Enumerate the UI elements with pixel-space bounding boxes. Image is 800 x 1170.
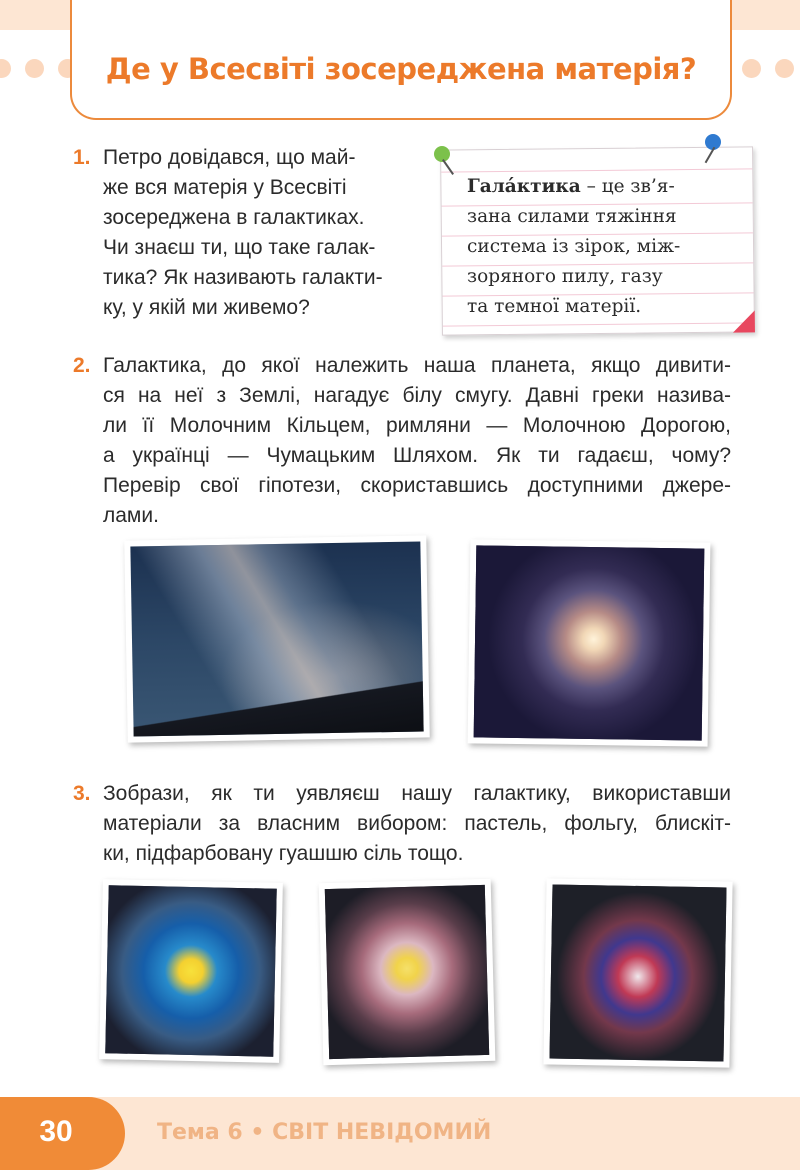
- task-1-number: 1.: [73, 146, 91, 169]
- task-2-line: ся на неї з Землі, нагадує білу смугу. Давні греки назива-: [103, 384, 731, 407]
- task-1-line: ку, у якій ми живемо?: [103, 296, 310, 319]
- task-3-line: матеріали за власним вибором: пастель, фольгу, блискіт-: [103, 812, 731, 835]
- pastel-galaxy-pink-photo: [319, 879, 496, 1065]
- definition-line: зана силами тяжіння: [467, 206, 677, 227]
- task-1-text: [103, 143, 383, 323]
- page-title: Де у Всесвіті зосереджена матерія?: [105, 52, 697, 86]
- task-2-line: Перевір свої гіпотези, скориставшись доступними джере-: [103, 474, 731, 497]
- task-2-line: а українці — Чумацьким Шляхом. Як ти гадаєш, чому?: [103, 444, 731, 467]
- spiral-galaxy-image: [474, 545, 705, 740]
- milky-way-photo: [124, 535, 429, 742]
- task-1-line: тика? Як називають галакти-: [103, 266, 383, 289]
- definition-text: [467, 172, 737, 322]
- task-2-line: Галактика, до якої належить наша планета, якщо дивити-: [103, 354, 731, 377]
- task-1-line: зосереджена в галактиках.: [103, 206, 365, 229]
- milky-way-image: [130, 541, 423, 736]
- decorative-dots-right: [742, 59, 800, 79]
- definition-term: Гала́ктика: [467, 176, 581, 197]
- pastel-galaxy-blue-photo: [99, 879, 283, 1063]
- pastel-galaxy-blue-image: [105, 885, 276, 1056]
- task-2-number: 2.: [73, 354, 91, 377]
- task-3-text: [103, 779, 731, 869]
- task-3-line: ки, підфарбовану гуашшю сіль тощо.: [103, 842, 464, 865]
- definition-line: – це зв’я-: [580, 176, 675, 197]
- task-2-line: лами.: [103, 504, 159, 527]
- pastel-galaxy-pink-image: [325, 885, 489, 1059]
- definition-line: система із зірок, між-: [467, 236, 681, 257]
- definition-line: зоряного пилу, газу: [467, 266, 663, 287]
- task-3-line: Зобрази, як ти уявляєш нашу галактику, використавши: [103, 782, 731, 805]
- foil-galaxy-image: [549, 884, 726, 1061]
- topic-label: Тема 6 • СВІТ НЕВІДОМИЙ: [157, 1120, 492, 1145]
- task-1-line: Чи знаєш ти, що таке галак-: [103, 236, 376, 259]
- task-3-number: 3.: [73, 782, 91, 805]
- task-2-line: ли її Молочним Кільцем, римляни — Молочною Дорогою,: [103, 414, 731, 437]
- task-2-text: [103, 351, 731, 531]
- page-number: 30: [39, 1115, 73, 1148]
- decorative-dots-left: [0, 59, 77, 79]
- definition-line: та темної матерії.: [467, 296, 642, 317]
- task-1-line: Петро довідався, що май-: [103, 146, 356, 169]
- spiral-galaxy-photo: [468, 539, 711, 746]
- foil-galaxy-photo: [543, 878, 732, 1067]
- task-1-line: же вся матерія у Всесвіті: [103, 176, 347, 199]
